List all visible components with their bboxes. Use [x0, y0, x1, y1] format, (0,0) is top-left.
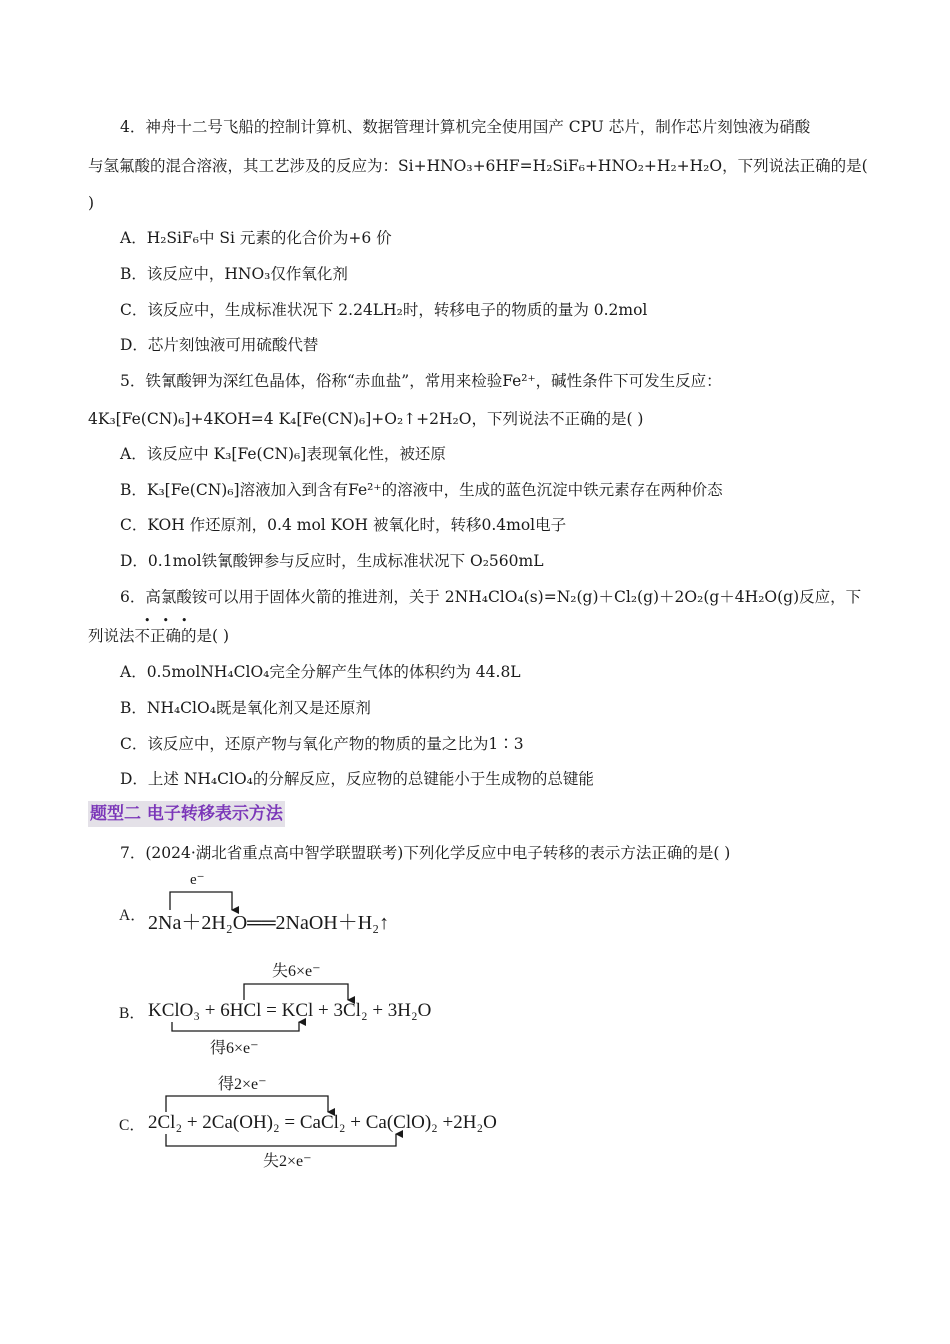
q7-a-label: A．: [119, 907, 146, 924]
q4-option-b: B．该反应中，HNO₃仅作氧化剂: [120, 265, 348, 283]
q7-c-label: C．: [119, 1117, 145, 1134]
q5-option-b: B．K₃[Fe(CN)₆]溶液加入到含有Fe²⁺的溶液中，生成的蓝色沉淀中铁元素存在两种价态: [120, 481, 723, 499]
q6-option-b: B．NH₄ClO₄既是氧化剂又是还原剂: [120, 699, 371, 717]
q5-line2: 4K₃[Fe(CN)₆]+4KOH=4 K₄[Fe(CN)₆]+O₂↑+2H₂O，下列说法不正确的是( ): [88, 410, 644, 428]
q4-line2: 与氢氟酸的混合溶液，其工艺涉及的反应为：Si+HNO₃+6HF=H₂SiF₆+HNO₂+H₂+H₂O，下列说法正确的是(: [88, 157, 868, 175]
q7-a-equation: 2Na＋2H₂O══2NaOH＋H₂↑: [148, 912, 390, 934]
q7-b-bottom-arrow: [172, 1022, 299, 1031]
q5-option-d: D．0.1mol铁氰酸钾参与反应时，生成标准状况下 O₂560mL: [120, 552, 544, 570]
q7-b-top-label: 失6×e⁻: [272, 963, 321, 980]
q7-c-bottom-label: 失2×e⁻: [263, 1153, 312, 1170]
q5-line1: 5．铁氰酸钾为深红色晶体，俗称“赤血盐”，常用来检验Fe²⁺，碱性条件下可发生反应：: [120, 372, 722, 390]
q4-option-a: A．H₂SiF₆中 Si 元素的化合价为+6 价: [120, 229, 392, 247]
q7-stem: 7．(2024·湖北省重点高中智学联盟联考)下列化学反应中电子转移的表示方法正确的是( ): [120, 844, 731, 862]
q6-line2: 列说法不正确的是( ): [88, 627, 230, 645]
q7-a-transfer-arrow: [170, 892, 232, 910]
q5-option-c: C．KOH 作还原剂，0.4 mol KOH 被氧化时，转移0.4mol电子: [120, 516, 567, 534]
q6-option-d: D．上述 NH₄ClO₄的分解反应，反应物的总键能小于生成物的总键能: [120, 770, 594, 788]
q5-option-a: A．该反应中 K₃[Fe(CN)₆]表现氧化性，被还原: [120, 445, 446, 463]
emphasis-dots: •••: [144, 614, 200, 627]
q7-b-bottom-label: 得6×e⁻: [210, 1040, 259, 1057]
q7-c-top-label: 得2×e⁻: [218, 1076, 267, 1093]
q4-line3: ): [88, 194, 95, 212]
q4-line1: 4．神舟十二号飞船的控制计算机、数据管理计算机完全使用国产 CPU 芯片，制作芯片刻蚀液为硝酸: [120, 118, 811, 136]
section-heading: 题型二 电子转移表示方法: [88, 801, 285, 827]
q7-b-equation: KClO₃ + 6HCl = KCl + 3Cl₂ + 3H₂O: [148, 1000, 432, 1021]
q7-a-arrow-label: e⁻: [190, 872, 205, 888]
q7-c-top-arrow: [166, 1096, 328, 1112]
q4-option-d: D．芯片刻蚀液可用硫酸代替: [120, 336, 319, 354]
q7-b-top-arrow: [244, 984, 348, 1000]
q6-option-a: A．0.5molNH₄ClO₄完全分解产生气体的体积约为 44.8L: [120, 663, 521, 681]
q4-option-c: C．该反应中，生成标准状况下 2.24LH₂时，转移电子的物质的量为 0.2mol: [120, 301, 648, 319]
q6-option-c: C．该反应中，还原产物与氧化产物的物质的量之比为1∶3: [120, 735, 524, 753]
q7-c-equation: 2Cl₂ + 2Ca(OH)₂ = CaCl₂ + Ca(ClO)₂ +2H₂O: [148, 1112, 497, 1133]
q7-c-bottom-arrow: [166, 1134, 396, 1146]
q6-line1: 6．高氯酸铵可以用于固体火箭的推进剂，关于 2NH₄ClO₄(s)=N₂(g)＋Cl₂(g)＋2O₂(g＋4H₂O(g)反应，下: [120, 588, 862, 606]
q7-b-label: B．: [119, 1005, 145, 1022]
